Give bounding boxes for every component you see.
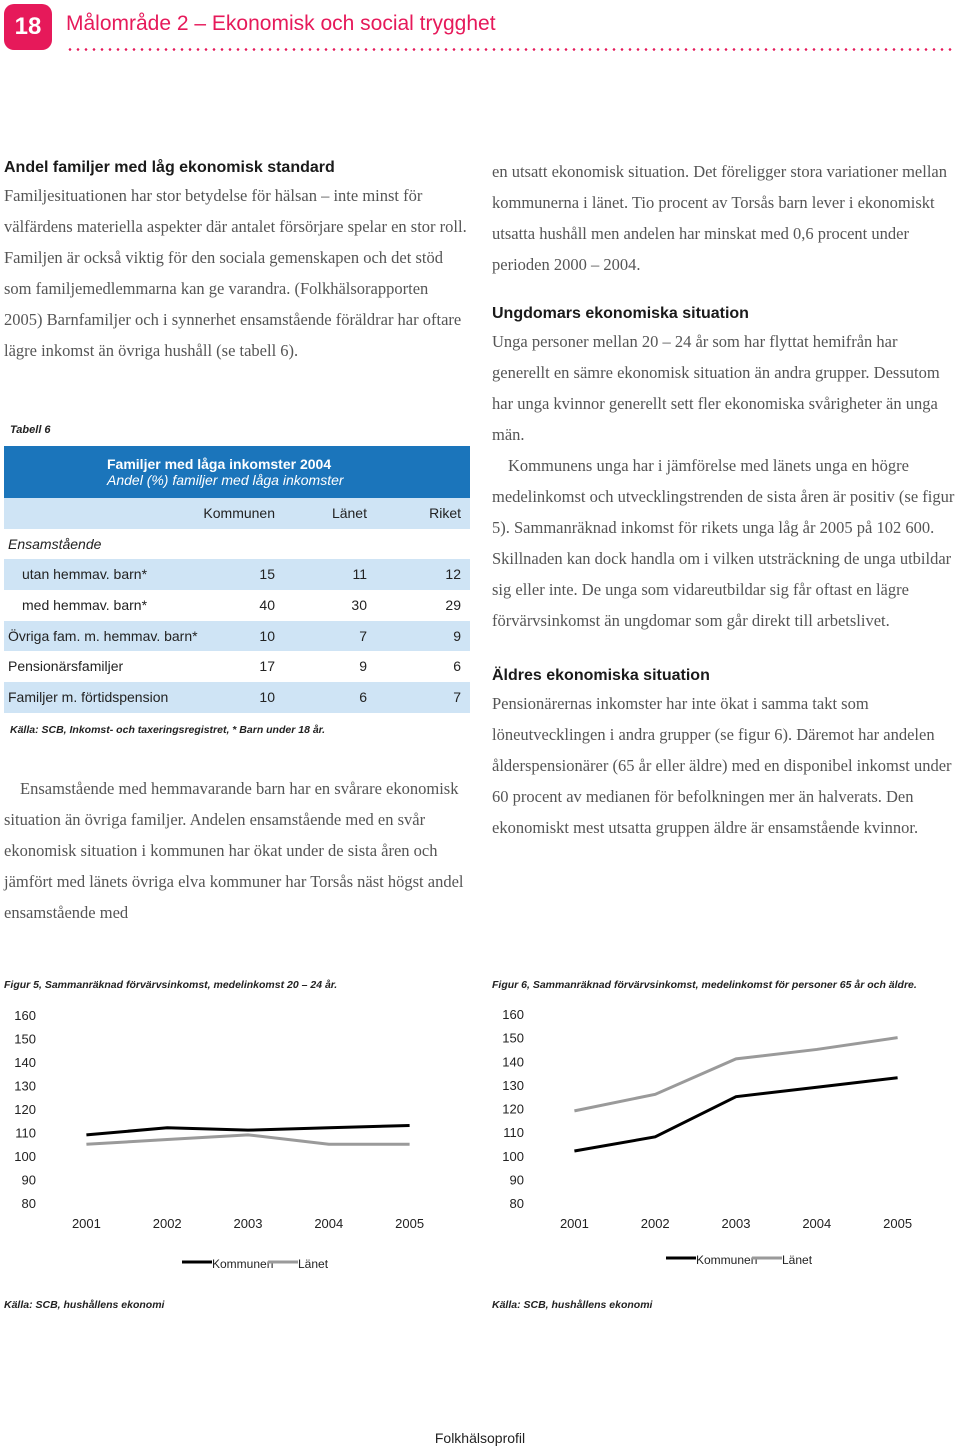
y-tick-label: 120 xyxy=(14,1102,36,1117)
cell-kommunen: 17 xyxy=(259,658,275,675)
y-tick-label: 90 xyxy=(509,1172,524,1188)
table-row xyxy=(4,621,470,652)
cell-kommunen: 10 xyxy=(259,627,275,644)
figure-6-chart xyxy=(488,1000,958,1280)
y-tick-label: 90 xyxy=(21,1172,36,1188)
table-row xyxy=(4,651,470,682)
row-label: Pensionärsfamiljer xyxy=(8,658,124,675)
x-tick-label: 2005 xyxy=(883,1216,913,1231)
y-tick-label: 160 xyxy=(502,1007,524,1022)
table-group-row xyxy=(4,529,470,560)
cell-kommunen: 10 xyxy=(259,689,275,706)
y-tick-label: 130 xyxy=(14,1078,36,1094)
page-header xyxy=(0,0,960,56)
left-column xyxy=(4,156,470,366)
row-label: med hemmav. barn* xyxy=(22,597,148,614)
figure-5-caption: Figur 5, Sammanräknad förvärvsinkomst, medelinkomst 20 – 24 år. xyxy=(4,979,338,991)
legend-label-länet: Länet xyxy=(782,1253,813,1267)
cell-riket: 6 xyxy=(453,658,461,675)
x-tick-label: 2003 xyxy=(233,1216,263,1231)
intro-paragraph: Familjesituationen har stor betydelse för hälsan – inte minst för välfärdens materiella aspekter där antalet försörjare spelar en stor roll. Familjen är också viktig för den sociala gemenskapen och det stöd som familjemedlemmarna kan ge varandra. (Folkhälsorapporten 2005) Barnfamiljer och i synnerhet ensamstående föräldrar har oftare lägre inkomst än övriga hushåll (se tabell 6). xyxy=(4,186,467,360)
table-title-bar xyxy=(4,446,470,498)
cell-kommunen: 15 xyxy=(259,566,275,583)
cell-riket: 9 xyxy=(453,627,461,644)
dotted-divider xyxy=(66,48,956,51)
single-parents-paragraph: Ensamstående med hemmavarande barn har en svårare ekonomisk situation än övriga familjer. Andelen ensamstående med en svår ekonomisk situation i kommunen har ökat under de sista åren och jämfört med länets övriga elva kommuner har Torsås näst högst andel ensamstående med xyxy=(4,779,464,922)
y-tick-label: 100 xyxy=(14,1149,36,1164)
y-tick-label: 100 xyxy=(502,1148,524,1164)
y-tick-label: 110 xyxy=(503,1125,524,1141)
y-tick-label: 150 xyxy=(14,1031,36,1047)
right-column xyxy=(492,156,958,843)
legend-label-länet: Länet xyxy=(298,1257,329,1271)
y-tick-label: 150 xyxy=(502,1030,524,1046)
y-tick-label: 140 xyxy=(502,1054,524,1070)
figure-6-caption: Figur 6, Sammanräknad förvärvsinkomst, medelinkomst för personer 65 år och äldre. xyxy=(492,979,917,991)
y-tick-label: 130 xyxy=(502,1077,524,1093)
cell-lanet: 6 xyxy=(359,689,367,706)
cell-lanet: 30 xyxy=(351,597,367,614)
cell-riket: 29 xyxy=(445,597,461,614)
cell-lanet: 11 xyxy=(352,566,367,583)
series-line-länet xyxy=(86,1135,409,1144)
section-title: Målområde 2 – Ekonomisk och social trygghet xyxy=(66,12,496,35)
cell-lanet: 9 xyxy=(359,658,367,675)
y-tick-label: 80 xyxy=(509,1196,524,1211)
series-line-kommunen xyxy=(574,1078,897,1151)
x-tick-label: 2002 xyxy=(640,1216,670,1231)
cell-kommunen: 40 xyxy=(259,597,275,614)
col-header-lanet: Länet xyxy=(331,505,367,521)
table-subtitle: Andel (%) familjer med låga inkomster xyxy=(107,472,344,488)
x-tick-label: 2002 xyxy=(152,1216,182,1231)
left-column-lower xyxy=(4,773,470,928)
row-label: utan hemmav. barn* xyxy=(22,566,148,583)
x-tick-label: 2005 xyxy=(395,1216,425,1231)
table-low-income-families xyxy=(4,446,470,713)
table-row xyxy=(4,559,470,590)
youth-paragraph-1: Unga personer mellan 20 – 24 år som har flyttat hemifrån har generellt en sämre ekonomisk situation än andra grupper. Dessutom har unga kvinnor generellt sett fler ekonomiska svårigheter än unga män. xyxy=(492,332,940,444)
series-line-länet xyxy=(574,1038,897,1111)
cell-riket: 7 xyxy=(453,689,461,706)
x-tick-label: 2001 xyxy=(559,1216,589,1231)
x-tick-label: 2003 xyxy=(721,1216,751,1231)
y-tick-label: 80 xyxy=(21,1196,36,1211)
y-tick-label: 110 xyxy=(15,1125,36,1141)
x-tick-label: 2001 xyxy=(71,1216,101,1231)
col-header-riket: Riket xyxy=(429,505,461,521)
table-title: Familjer med låga inkomster 2004 xyxy=(107,456,332,472)
legend-label-kommunen: Kommunen xyxy=(212,1257,274,1271)
table-row xyxy=(4,590,470,621)
table-label: Tabell 6 xyxy=(10,424,51,436)
youth-paragraph-2: Kommunens unga har i jämförelse med länets unga en högre medelinkomst och utvecklingstrenden de sista åren är positiv (se figur 5). Sammanräknad inkomst för rikets unga låg år 2005 på 102 600. Skillnaden kan dock handla om i vilken utsträckning de unga utbildar sig eller inte. De unga som vidareutbildar sig får oftast en lägre förvärvsinkomst än ungdomar som går direkt till arbetslivet. xyxy=(492,456,955,630)
y-tick-label: 160 xyxy=(14,1008,36,1023)
x-tick-label: 2004 xyxy=(802,1216,832,1231)
col-header-kommunen: Kommunen xyxy=(203,505,275,521)
y-tick-label: 140 xyxy=(14,1055,36,1070)
heading-elderly-economy: Äldres ekonomiska situation xyxy=(492,667,710,684)
row-label: Övriga fam. m. hemmav. barn* xyxy=(8,627,198,644)
figure-5-source: Källa: SCB, hushållens ekonomi xyxy=(4,1299,165,1311)
group-label-ensamstaende: Ensamstående xyxy=(8,535,102,552)
row-label: Familjer m. förtidspension xyxy=(8,689,169,706)
y-tick-label: 120 xyxy=(502,1101,524,1117)
cell-riket: 12 xyxy=(445,566,461,583)
page-number: 18 xyxy=(4,4,52,50)
figure-6-source: Källa: SCB, hushållens ekonomi xyxy=(492,1299,653,1311)
page-footer: Folkhälsoprofil xyxy=(434,1430,526,1446)
cell-lanet: 7 xyxy=(359,627,367,644)
x-tick-label: 2004 xyxy=(314,1216,344,1231)
table-row xyxy=(4,682,470,713)
heading-youth-economy: Ungdomars ekonomiska situation xyxy=(492,305,749,322)
continued-paragraph: en utsatt ekonomisk situation. Det föreligger stora variationer mellan kommunerna i länet. Tio procent av Torsås barn lever i ekonomiskt utsatta hushåll men andelen har minskat med 0,6 procent under perioden 2000 – 2004. xyxy=(492,162,947,274)
table-source: Källa: SCB, Inkomst- och taxeringsregistret, * Barn under 18 år. xyxy=(10,724,326,736)
elderly-paragraph: Pensionärernas inkomster har inte ökat i samma takt som löneutvecklingen i andra grupper (se figur 6). Däremot har andelen ålderspensionärer (65 år eller äldre) med en disponibel inkomst under 60 procent av medianen för befolkningen mer än halverats. Den ekonomiskt mest utsatta gruppen äldre är ensamstående kvinnor. xyxy=(492,694,952,837)
table-column-headers xyxy=(4,498,470,529)
heading-low-economic-standard: Andel familjer med låg ekonomisk standard xyxy=(4,159,335,176)
legend-label-kommunen: Kommunen xyxy=(696,1253,758,1267)
figure-5-chart xyxy=(0,1000,470,1280)
